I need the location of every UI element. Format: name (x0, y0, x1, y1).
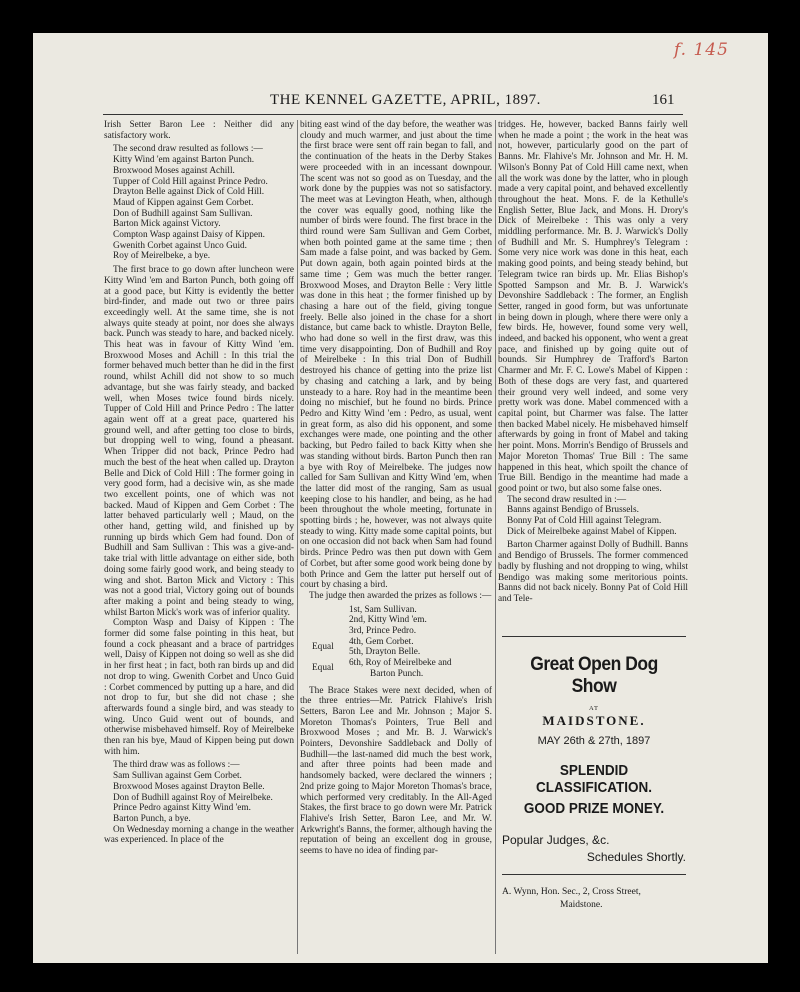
ad-judges: Popular Judges, &c. (502, 833, 610, 847)
ad-top-rule (502, 636, 686, 637)
column-1 (104, 120, 294, 846)
list-item: Broxwood Moses against Drayton Belle. (113, 781, 265, 792)
prize-entry: 4th, Gem Corbet. (349, 636, 414, 647)
paragraph: Barton Charmer against Dolly of Budhill. Banns and Bendigo of Brussels. The former commenced badly by flushing and not dropping to wing, whilst Bendigo was making some meritorious points. Banns did not back nicely. Bonny Pat of Cold Hill and Tele- (498, 540, 688, 604)
column-3 (498, 120, 688, 605)
list-item: Don of Budhill against Roy of Meirelbeke. (113, 792, 273, 803)
list-item: Gwenith Corbet against Unco Guid. (113, 240, 248, 251)
prize-entry: 6th, Roy of Meirelbeke and (349, 658, 452, 669)
ad-prize-money: GOOD PRIZE MONEY. (523, 800, 665, 817)
archive-folio-stamp: f. 145 (674, 40, 729, 60)
column-2 (300, 120, 492, 857)
equal-label: Equal (312, 641, 334, 652)
list-item: Prince Pedro against Kitty Wind 'em. (113, 803, 251, 814)
ad-dates: MAY 26th & 27th, 1897 (537, 735, 651, 747)
ad-schedules: Schedules Shortly. (586, 850, 686, 864)
list-item: Drayton Belle against Dick of Cold Hill. (113, 187, 265, 198)
prize-entry: 5th, Drayton Belle. (349, 647, 421, 658)
list-item: Broxwood Moses against Achill. (113, 165, 235, 176)
column-divider (495, 120, 496, 954)
publication-title: THE KENNEL GAZETTE, APRIL, 1897. (270, 92, 541, 108)
prize-entry: 1st, Sam Sullivan. (349, 604, 417, 615)
list-item: Sam Sullivan against Gem Corbet. (113, 771, 242, 782)
third-draw-list (104, 771, 294, 825)
list-item: Barton Punch, a bye. (113, 814, 191, 824)
paragraph: On Wednesday morning a change in the weather was experienced. In place of the (104, 824, 294, 846)
list-item: Maud of Kippen against Gem Corbet. (113, 197, 254, 208)
paragraph: The first brace to go down after luncheon were Kitty Wind 'em and Barton Punch, both going off at a good pace, but Kitty is evidently the better bird-finder, and made out two or three pairs exceedingly well. At the same time, she is not always quite steady at point, nor does she always back. Punch was steady to hare, and backed nicely. This heat was in favour of Kitty Wind 'em. Broxwood Moses and Achill : In this trial the former behaved much better than he did in the first round, whilst Achill did not show to so much advantage, but she was fairly steady, and backed well, when Moses twice found birds nicely. Tupper of Cold Hill and Prince Pedro : The latter again went off at a great pace, quartered his ground well, and after getting too close to birds, but dropping well to wing, found a pheasant. When Tripper did not back, Prince Pedro had much the best of the heat when called up. Drayton Belle and Dick of Cold Hill : The former going in very good form, had a decisive win, as she made two excellent points, one of which was not backed. Maud of Kippen and Gem Corbet : The latter behaved particularly well ; Maud, on the other hand, getting wild, and finished up by running up birds which Gem had found. Don of Budhill and Sam Sullivan : This was a give-and-take trial with little advantage on either side, both doing some fairly good work, and being steady to wing and shot. Barton Mick and Victory : This was not a good trial, Victory going out of bounds after making a point and being steady to wing, whilst Barton Mick's work was of inferior quality. (104, 265, 294, 618)
ad-place: MAIDSTONE. (542, 713, 646, 728)
list-item: Roy of Meirelbeke, a bye. (113, 251, 211, 262)
ad-divider (502, 874, 686, 875)
ad-at: AT (589, 705, 599, 712)
second-draw-list (104, 155, 294, 262)
paragraph: The second draw resulted in :— (507, 494, 627, 505)
list-item: Bonny Pat of Cold Hill against Telegram. (507, 516, 662, 527)
list-item: Don of Budhill against Sam Sullivan. (113, 208, 253, 219)
column-divider (297, 120, 298, 954)
prize-entry: Barton Punch. (370, 668, 424, 679)
list-item: Banns against Bendigo of Brussels. (507, 505, 639, 516)
ad-title: Great Open Dog Show (530, 654, 658, 697)
ad-contact-town: Maidstone. (560, 900, 603, 910)
paragraph: Irish Setter Baron Lee : Neither did any satisfactory work. (104, 120, 294, 141)
paragraph: Compton Wasp and Daisy of Kippen : The former did some false pointing in this heat, but found a cock pheasant and a brace of partridges well, Daisy of Kippen not doing so well as she did in her first heat ; in fact, both ran birds up and did not drop to wing. Gwenith Corbet and Unco Guid : Corbet commenced by putting up a hare, and did not drop to fur, but she did not chase ; she afterwards found a single bird, and was steady to wing. Unco Guid went out of bounds, and otherwise misbehaved himself. Roy of Meirelbeke then ran his bye, Maud of Kippen being put down with him. (104, 618, 294, 757)
paragraph: The second draw resulted as follows :— (113, 144, 263, 155)
list-item: Dick of Meirelbeke against Mabel of Kippen. (507, 526, 677, 537)
paragraph: The judge then awarded the prizes as follows :— (309, 590, 492, 601)
list-item: Tupper of Cold Hill against Prince Pedro. (113, 176, 268, 187)
ad-classification: SPLENDID CLASSIFICATION. (535, 762, 652, 796)
paragraph: The third draw was as follows :— (113, 760, 240, 771)
paragraph: biting east wind of the day before, the weather was cloudy and much warmer, and just about the time the first brace were sent off rain began to fall, and the continuation of the heats in the Derby Stakes were proceeded with in an incessant downpour. The scent was not so good as on Tuesday, and the work done by the puppies was not so satisfactory. The meet was at Levington Heath, when, although the cover was equally good, nothing like the number of birds were found. The first brace in the third round were Sam Sullivan and Gem Corbet, when both pointed game at the same time ; then Sam made a false point, and was backed by Gem. Put down again, both again pointed birds at the same time ; Gem was much the better ranger. Broxwood Moses, and Drayton Belle : Very little was done in this heat ; the former finished up by chasing a hare out of the field, giving tongue freely. Belle also joined in the chase for a short distance, but came back to whistle. Drayton Belle, who had done so well in the first draw, was this time very disappointing. Don of Budhill and Roy of Meirelbeke : In this trial Don of Budhill destroyed his chance of getting into the prize list by chasing and catching a lark, and by being unsteady to a hare. Roy had in the meantime been doing no mischief, but he found no birds. Prince Pedro and Kitty Wind 'em : Pedro, as usual, went in great form, as also did his opponent, and some exchanges were made, one pointing and the other backing, but Pedro failed to back Kitty when she was standing without birds. Barton Punch then ran a bye with Roy of Meirelbeke. The judges now called for Sam Sullivan and Kitty Wind 'em, when the latter did most of the ranging, Sam as usual keeping close to his handler, and being, as he had been throughout the whole meeting, fortunate in spotting birds ; he, however, was not always quite steady to wing. Kitty made some capital points, but on one occasion did not back when Sam had found birds. Prince Pedro was then put down with Gem of Corbet, but after some good work being done by both Prince and Gem the latter put herself out of court by chasing a bird. (300, 120, 492, 591)
header-rule (103, 114, 683, 115)
prize-entry: 3rd, Prince Pedro. (349, 626, 417, 637)
list-item: Compton Wasp against Daisy of Kippen. (113, 230, 265, 241)
dog-show-advertisement (498, 636, 690, 912)
prize-entry: 2nd, Kitty Wind 'em. (349, 615, 427, 626)
ad-contact (498, 886, 690, 912)
equal-label: Equal (312, 663, 334, 674)
list-item: Kitty Wind 'em against Barton Punch. (113, 155, 255, 166)
second-draw-list (498, 505, 688, 537)
paragraph: The Brace Stakes were next decided, when of the three entries—Mr. Patrick Flahive's Irish Setters, Baron Lee and Mr. Johnson ; Major S. Moreton Thomas's Pointers, True Bell and Broxwood Moses ; and Mr. B. J. Warwick's Pointers, Devonshire Saddleback and Dolly of Budhill—the last-named did much the best work, and after three points had been made and handsomely backed, were declared the winners ; 2nd prize going to Major Moreton Thomas's brace, which performed very creditably. In the All-Aged Stakes, the first brace to go down were Mr. Patrick Flahive's Irish Setter, Baron Lee, and Mr. W. Arkwright's Banns, the former, although having the reputation of being an excellent dog in grouse, seems to have no idea of finding par- (300, 685, 492, 857)
ad-contact-line: A. Wynn, Hon. Sec., 2, Cross Street, (502, 887, 641, 897)
page-number: 161 (652, 92, 675, 108)
paragraph: tridges. He, however, backed Banns fairly well when he made a point ; the work in the heat was not, however, particularly good on the part of Banns. Mr. Flahive's Mr. Johnson and Mr. H. M. Wilson's Bonny Pat of Cold Hill came next, when all the work was done by the latter, who in plough made a very capital point, and behaved excellently throughout the heat. Mons. F. de la Kethulle's English Setter, Blue Jack, and Mons. H. Drory's Dick of Meirelbeke : This was only a very middling performance. Mr. B. J. Warwick's Dolly of Budhill and Mr. S. Humphrey's Telegram : Some very nice work was done in this heat, each making good points, and being steady behind, but Telegram twice ran birds up. Mr. Elias Bishop's Spotted Sampson and Mr. B. J. Warwick's Devonshire Saddleback : The former, an English Setter, ranged in good form, but was unfortunate in being down in plough, where there were only a few birds. He, however, found some very well, indeed, and backed his opponent, who went a great pace, and finished up by going quite out of bounds. Sir Humphrey de Trafford's Barton Charmer and Mr. F. C. Lowe's Mabel of Kippen : Both of these dogs are very fast, and quartered their ground very well indeed, and some very pretty work was done. Mabel commenced with a capital point, but Charmer was false. The latter then backed Mabel nicely. He misbehaved himself afterwards by going in front of Mabel and taking her point. Mons. Morrin's Bendigo of Brussels and Major Moreton Thomas' True Bill : The same happened in this heat, which spoilt the chance of True Bill. Bendigo in the meantime had made a good point or two, but also some false ones. (498, 120, 689, 494)
prize-list (300, 605, 492, 680)
list-item: Barton Mick against Victory. (113, 219, 221, 230)
